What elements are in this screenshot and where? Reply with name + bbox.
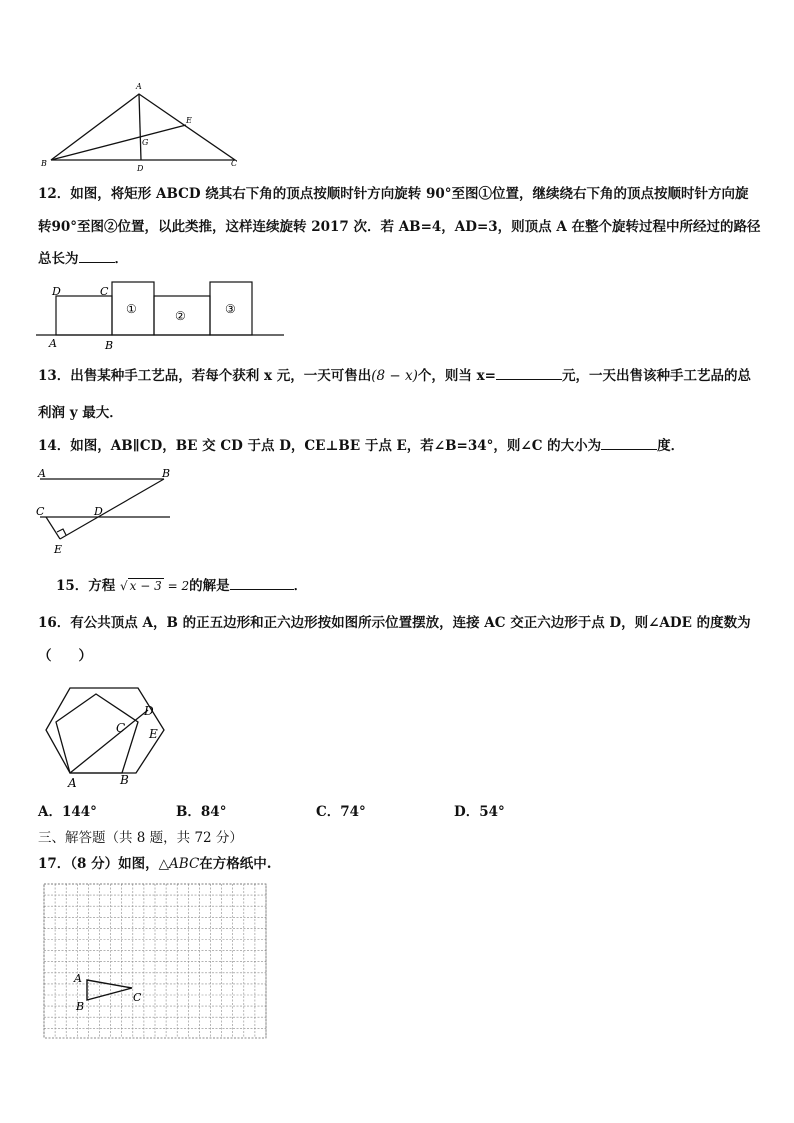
label-circle-3: ③	[225, 302, 236, 316]
label-D: D	[144, 704, 154, 718]
q15-post: ．	[293, 578, 308, 594]
answer-blank	[230, 575, 294, 590]
q13-expr: (8 − x)	[371, 368, 418, 384]
label-circle-2: ②	[175, 309, 186, 323]
label-B: B	[41, 159, 47, 168]
q12-line3-post: ．	[114, 251, 128, 267]
q13-line2: 利润 y 最大．	[38, 405, 123, 421]
label-C: C	[133, 991, 142, 1004]
answer-blank	[601, 435, 657, 450]
q14-post: 度．	[657, 438, 685, 454]
label-E: E	[186, 116, 192, 125]
q13-pre: 13．出售某种手工艺品，若每个获利 x 元，一天可售出	[38, 368, 372, 384]
q14-body: 14．如图，AB∥CD，BE 交 CD 于点 D，CE⊥BE 于点 E，若∠B=34°，则∠C 的大小为	[38, 438, 602, 454]
label-C: C	[36, 505, 45, 518]
answer-blank	[496, 365, 562, 380]
label-G: G	[142, 138, 149, 147]
label-B: B	[76, 1000, 85, 1013]
label-E: E	[149, 727, 158, 741]
q15-mid: 的解是	[189, 578, 230, 594]
q15-rhs: = 2	[167, 579, 190, 593]
label-B: B	[105, 339, 114, 352]
answer-blank	[79, 248, 115, 263]
q15-equation: √ x − 3 = 2	[120, 579, 190, 593]
label-A: A	[136, 82, 142, 91]
q13-line1	[38, 360, 751, 393]
q16-line1: 16．有公共顶点 A，B 的正五边形和正六边形按如图所示位置摆放，连接 AC 交正六边形于点 D，则∠ADE 的度数为	[38, 615, 751, 631]
label-D: D	[137, 164, 144, 173]
label-circle-1: ①	[126, 302, 137, 316]
figure-q12-rectangles	[36, 278, 286, 352]
q12-line2: 转90°至图②位置，以此类推，这样连续旋转 2017 次．若 AB=4，AD=3，则顶点 A 在整个旋转过程中所经过的路径	[38, 219, 761, 235]
q16-line2: （ ）	[38, 648, 92, 664]
q14-text	[38, 430, 684, 463]
q15-pre: 15．方程	[56, 578, 116, 594]
q13-post: 元，一天出售该种手工艺品的总	[561, 368, 751, 384]
label-A: A	[74, 972, 82, 985]
label-C: C	[100, 285, 109, 298]
q17-triangle: △ABC	[158, 856, 200, 872]
q12-line3	[38, 243, 128, 276]
figure-q11-triangle	[38, 78, 248, 178]
q13-mid: 个，则当 x=	[417, 368, 496, 384]
label-C: C	[116, 721, 126, 735]
q17-post: 在方格纸中.	[199, 856, 272, 872]
q15-radicand: x − 3	[129, 579, 162, 593]
q17-text	[38, 852, 271, 872]
q12-line1: 12．如图，将矩形 ABCD 绕其右下角的顶点按顺时针方向旋转 90°至图①位置，继续绕右下角的顶点按顺时针方向旋	[38, 186, 749, 202]
option-c[interactable]: C．74°	[316, 804, 366, 820]
label-E: E	[54, 543, 63, 556]
label-B: B	[120, 773, 129, 787]
section-title: 三、解答题（共 8 题，共 72 分）	[38, 830, 243, 846]
q12-line3-pre: 总长为	[38, 251, 79, 267]
label-A: A	[68, 776, 77, 790]
label-C: C	[231, 159, 238, 168]
figure-q17-grid	[42, 882, 268, 1040]
q17-pre: 17．（8 分）如图，	[38, 856, 159, 872]
label-A: A	[38, 467, 46, 480]
figure-q14-parallel-lines	[34, 465, 184, 557]
label-B: B	[162, 467, 171, 480]
option-a[interactable]: A．144°	[38, 804, 97, 820]
label-D: D	[52, 285, 61, 298]
label-D: D	[94, 505, 103, 518]
q15-text	[56, 570, 307, 603]
option-b[interactable]: B．84°	[176, 804, 227, 820]
label-A: A	[49, 337, 57, 350]
option-d[interactable]: D．54°	[454, 804, 505, 820]
figure-q16-pentagon-hexagon	[40, 680, 170, 792]
